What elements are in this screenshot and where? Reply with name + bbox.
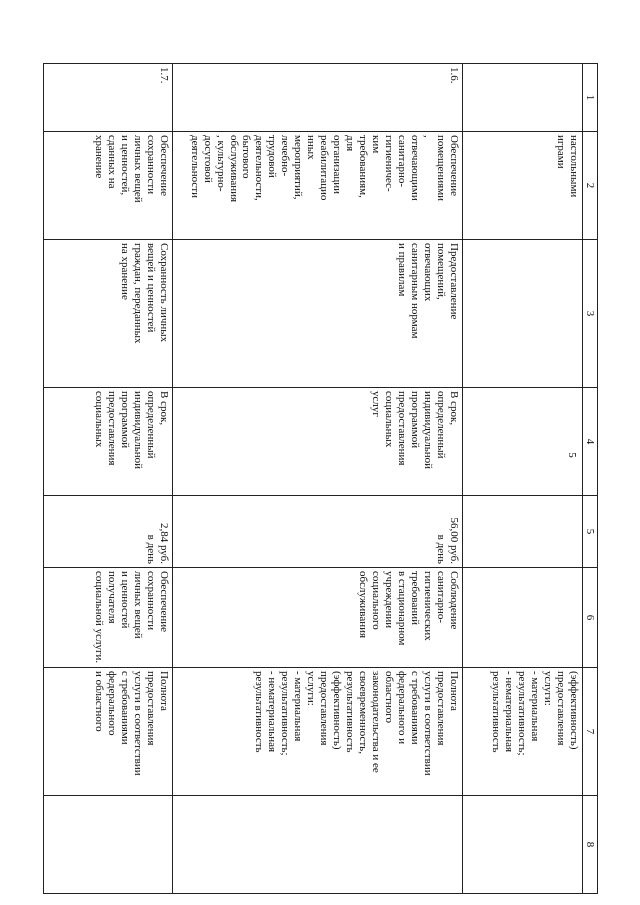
service-term-cell: В срок, определенный индивидуальной программой предоставления социальных услуг <box>173 388 463 496</box>
service-name-cell: Обеспечение помещениями , отвечающими санитарно- гигиеничес- ким требованиям, для организации реабилитацио нных мероприятий, лечебно- трудовой деятельности, бытового обслуживания , культурно- досуговой деятельности <box>173 132 463 240</box>
quality-indicators-cell: Обеспечение сохранности личных вещей и ценностей получателя социальной услуги. <box>44 568 173 668</box>
service-content-cell <box>463 240 583 388</box>
row-number-cell: 1.7. <box>44 64 173 132</box>
table-row <box>44 64 173 894</box>
column-number-cell: 8 <box>583 796 598 894</box>
row-number-cell: 1.6. <box>173 64 463 132</box>
service-name-cell: настольными играми <box>463 132 583 240</box>
table-row <box>173 64 463 894</box>
service-term-cell: В срок, определенный индивидуальной программой предоставления социальных <box>44 388 173 496</box>
column-number-cell: 5 <box>583 496 598 568</box>
column-number-cell: 4 <box>583 388 598 496</box>
column-number-cell: 1 <box>583 64 598 132</box>
column-number-cell: 2 <box>583 132 598 240</box>
quality-indicators-cell <box>463 568 583 668</box>
table-row <box>463 64 583 894</box>
column-number-cell: 6 <box>583 568 598 668</box>
evaluation-conditions-cell: Полнота предоставления услуги в соответствии с требованиями федерального и областного законодательства и ее своевременность, результативность (эффективность) предоставления услуги: - материальная результативность; - нематериальная результативность <box>173 668 463 796</box>
service-term-cell <box>463 388 583 496</box>
note-cell <box>44 796 173 894</box>
service-cost-cell: 56,00 руб. в день <box>173 496 463 568</box>
service-content-cell: Предоставление помещений, отвечающих санитарным нормам и правилам <box>173 240 463 388</box>
column-number-row <box>583 64 598 894</box>
services-table <box>43 63 598 894</box>
service-cost-cell: 2,84 руб. в день <box>44 496 173 568</box>
quality-indicators-cell: Соблюдение санитарно- гигиенических требований в стационарном учреждении социального обслуживания <box>173 568 463 668</box>
service-content-cell: Сохранность личных вещей и ценностей граждан, переданных на хранение <box>44 240 173 388</box>
evaluation-conditions-cell: Полнота предоставления услуги в соответствии с требованиями федерального и областного <box>44 668 173 796</box>
note-cell <box>173 796 463 894</box>
evaluation-conditions-cell: (эффективность) предоставления услуги: - материальная результативность; - нематериальная результативность <box>463 668 583 796</box>
rotated-table-container <box>43 63 598 893</box>
column-number-cell: 7 <box>583 668 598 796</box>
row-number-cell <box>463 64 583 132</box>
column-number-cell: 3 <box>583 240 598 388</box>
service-cost-cell <box>463 496 583 568</box>
page-number: 5 <box>566 452 578 458</box>
note-cell <box>463 796 583 894</box>
service-name-cell: Обеспечение сохранности личных вещей и ценностей, сданных на хранение <box>44 132 173 240</box>
